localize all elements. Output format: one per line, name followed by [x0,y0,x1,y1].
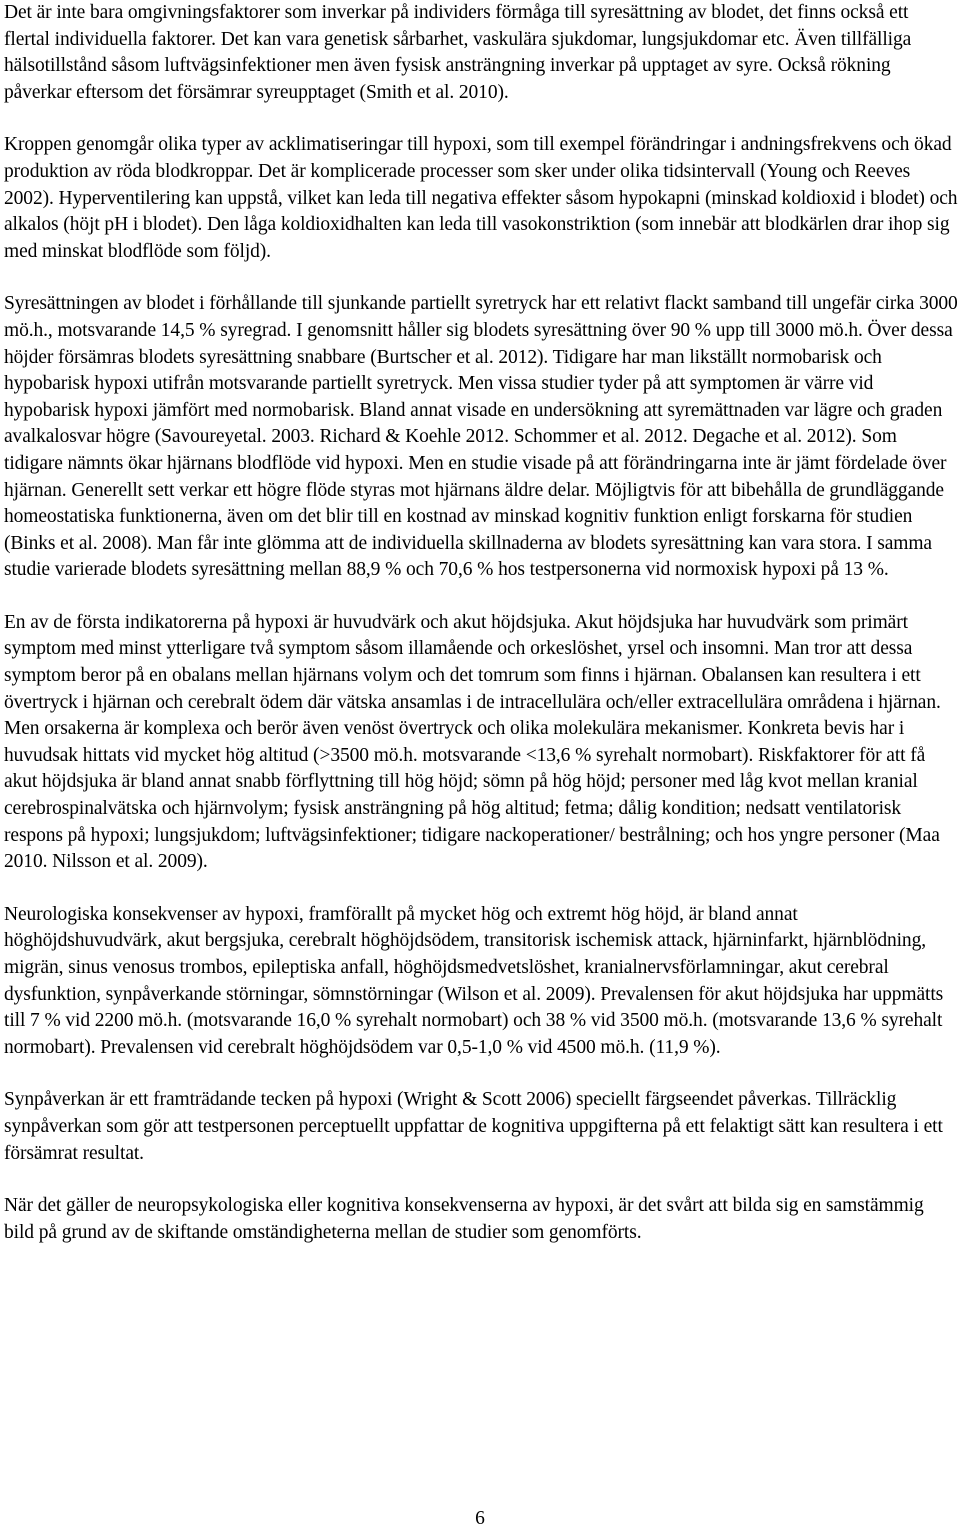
body-paragraph-4: En av de första indikatorerna på hypoxi är huvudvärk och akut höjdsjuka. Akut höjdsjuka har huvudvärk som primärt symptom med minst ytterligare två symptom såsom illamående och orkeslöshet, yrsel och insomni. Man tror att dessa symptom beror på en obalans mellan hjärnans volym och det tomrum som finns i hjärnan. Obalansen kan resultera i ett övertryck i hjärnan och cerebralt ödem där vätska ansamlas i de intracellulära och/eller extracellulära områdena i hjärnan. Men orsakerna är komplexa och berör även venöst övertryck och olika molekulära mekanismer. Konkreta bevis har i huvudsak hittats vid mycket hög altitud (>3500 mö.h. motsvarande <13,6 % syrehalt normobart). Riskfaktorer för att få akut höjdsjuka är bland annat snabb förflyttning till hög höjd; sömn på hög höjd; personer med låg kvot mellan kranial cerebrospinalvätska och hjärnvolym; fysisk ansträngning på hög altitud; fetma; dålig kondition; nedsatt ventilatorisk respons på hypoxi; lungsjukdom; luftvägsinfektioner; tidigare nackoperationer/ bestrålning; och hos yngre personer (Maa 2010. Nilsson et al. 2009). [4,611,941,873]
body-paragraph-7: När det gäller de neuropsykologiska eller kognitiva konsekvenserna av hypoxi, är det svårt att bilda sig en samstämmig bild på grund av de skiftande omständigheterna mellan de studier som genomförts. [4,1195,924,1243]
page-number: 6 [475,1508,485,1529]
body-paragraph-5: Neurologiska konsekvenser av hypoxi, framförallt på mycket hög och extremt hög höjd, är bland annat höghöjdshuvudvärk, akut bergsjuka, cerebralt höghöjdsödem, transitorisk ischemisk attack, hjärninfarkt, hjärnblödning, migrän, sinus venosus trombos, epileptiska anfall, höghöjdsmedvetslöshet, kranialnervsförlamningar, akut cerebral dysfunktion, synpåverkande störningar, sömnstörningar (Wilson et al. 2009). Prevalensen för akut höjdsjuka har uppmätts till 7 % vid 2200 mö.h. (motsvarande 16,0 % syrehalt normobart) och 38 % vid 3500 mö.h. (motsvarande 13,6 % syrehalt normobart). Prevalensen vid cerebralt höghöjdsödem var 0,5-1,0 % vid 4500 mö.h. (11,9 %). [4,903,944,1058]
body-paragraph-1: Det är inte bara omgivningsfaktorer som inverkar på individers förmåga till syresättning av blodet, det finns också ett flertal individuella faktorer. Det kan vara genetisk sårbarhet, vaskulära sjukdomar, lungsjukdomar etc. Även tillfälliga hälsotillstånd såsom luftvägsinfektioner men även fysisk ansträngning inverkar på upptaget av syre. Också rökning påverkar eftersom det försämrar syreupptaget (Smith et al. 2010). [4,2,912,103]
document-page [4,0,958,1246]
body-paragraph-2: Kroppen genomgår olika typer av acklimatiseringar till hypoxi, som till exempel förändringar i andningsfrekvens och ökad produktion av röda blodkroppar. Det är komplicerade processer som sker under olika tidsintervall (Young och Reeves 2002). Hyperventilering kan uppstå, vilket kan leda till negativa effekter såsom hypokapni (minskad koldioxid i blodet) och alkalos (höjt pH i blodet). Den låga koldioxidhalten kan leda till vasokonstriktion (som innebär att blodkärlen drar ihop sig med minskat blodflöde som följd). [4,134,958,262]
body-paragraph-3: Syresättningen av blodet i förhållande till sjunkande partiellt syretryck har ett relativt flackt samband till ungefär cirka 3000 mö.h., motsvarande 14,5 % syregrad. I genomsnitt håller sig blodets syresättning över 90 % upp till 3000 mö.h. Över dessa höjder försämras blodets syresättning snabbare (Burtscher et al. 2012). Tidigare har man likställt normobarisk och hypobarisk hypoxi utifrån motsvarande partiellt syretryck. Men vissa studier tyder på att symptomen är värre vid hypobarisk hypoxi jämfört med normobarisk. Bland annat visade en undersökning att syremättnaden var lägre och graden avalkalosvar högre (Savoureyetal. 2003. Richard & Koehle 2012. Schommer et al. 2012. Degache et al. 2012). Som tidigare nämnts ökar hjärnans blodflöde vid hypoxi. Men en studie visade på att förändringarna inte är jämt fördelade över hjärnan. Generellt sett verkar ett högre flöde styras mot hjärnans äldre delar. Möjligtvis för att bibehålla de grundläggande homeostatiska funktionerna, även om det blir till en kostnad av minskad kognitiv funktion enligt forskarna för studien (Binks et al. 2008). Man får inte glömma att de individuella skillnaderna av blodets syresättning kan vara stora. I samma studie varierade blodets syresättning mellan 88,9 % och 70,6 % hos testpersonerna vid normoxisk hypoxi på 13 %. [4,293,958,581]
body-paragraph-6: Synpåverkan är ett framträdande tecken på hypoxi (Wright & Scott 2006) speciellt färgseendet påverkas. Tillräcklig synpåverkan som gör att testpersonen perceptuellt uppfattar de kognitiva uppgifterna på ett felaktigt sätt kan resultera i ett försämrat resultat. [4,1089,943,1164]
